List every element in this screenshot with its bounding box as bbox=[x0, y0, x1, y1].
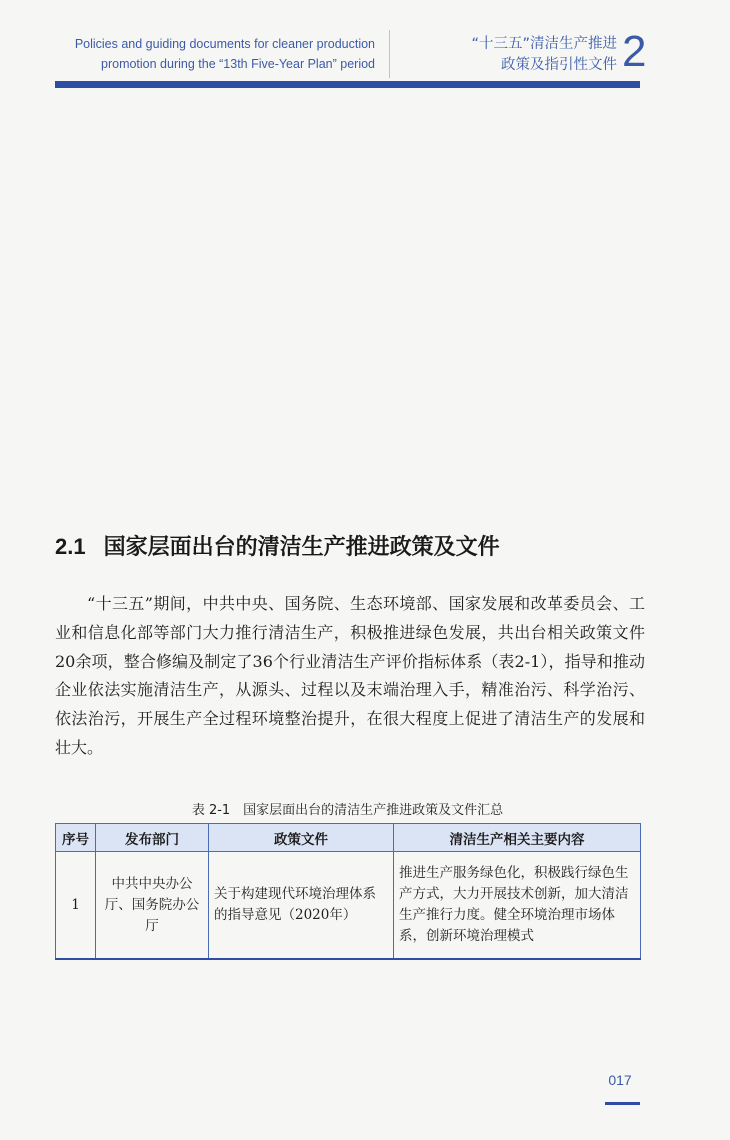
cell-policy: 关于构建现代环境治理体系的指导意见（2020年） bbox=[209, 852, 394, 960]
cell-index: 1 bbox=[56, 852, 96, 960]
header-english-line-1: Policies and guiding documents for cleaner production bbox=[74, 37, 375, 51]
table-header-policy: 政策文件 bbox=[209, 824, 394, 852]
header-rule bbox=[55, 81, 640, 88]
body-paragraph: “十三五”期间，中共中央、国务院、生态环境部、国家发展和改革委员会、工业和信息化部等部门大力推行清洁生产，积极推进绿色发展，共出台相关政策文件20余项，整合修编及制定了36个行业清洁生产评价指标体系（表2-1），指导和推动企业依法实施清洁生产，从源头、过程以及末端治理入手，精准治污、科学治污、依法治污，开展生产全过程环境整治提升，在很大程度上促进了清洁生产的发展和壮大。 bbox=[55, 594, 645, 757]
policy-table bbox=[55, 823, 641, 960]
cell-content: 推进生产服务绿色化，积极践行绿色生产方式，大力开展技术创新，加大清洁生产推行力度。健全环境治理市场体系，创新环境治理模式 bbox=[394, 852, 641, 960]
header-divider bbox=[389, 30, 390, 78]
table-row bbox=[56, 852, 641, 960]
table-header-row bbox=[56, 824, 641, 852]
header-chinese-line-2: 政策及指引性文件 bbox=[501, 57, 617, 73]
header-english-line-2: promotion during the “13th Five-Year Plan” period bbox=[101, 57, 375, 71]
table-header-index: 序号 bbox=[56, 824, 96, 852]
header-chinese-line-1: “十三五”清洁生产推进 bbox=[471, 36, 617, 52]
table-header-department: 发布部门 bbox=[96, 824, 209, 852]
chapter-number: 2 bbox=[622, 27, 647, 76]
table-header-content: 清洁生产相关主要内容 bbox=[394, 824, 641, 852]
section-heading bbox=[55, 530, 500, 561]
cell-department: 中共中央办公厅、国务院办公厅 bbox=[96, 852, 209, 960]
footer-rule bbox=[605, 1102, 640, 1105]
section-number: 2.1 bbox=[55, 534, 86, 559]
header-chinese-title bbox=[405, 34, 617, 76]
page-number: 017 bbox=[608, 1072, 632, 1088]
table-caption: 表 2-1 国家层面出台的清洁生产推进政策及文件汇总 bbox=[191, 803, 504, 818]
section-title: 国家层面出台的清洁生产推进政策及文件 bbox=[103, 535, 500, 560]
header-english-title bbox=[75, 34, 375, 74]
